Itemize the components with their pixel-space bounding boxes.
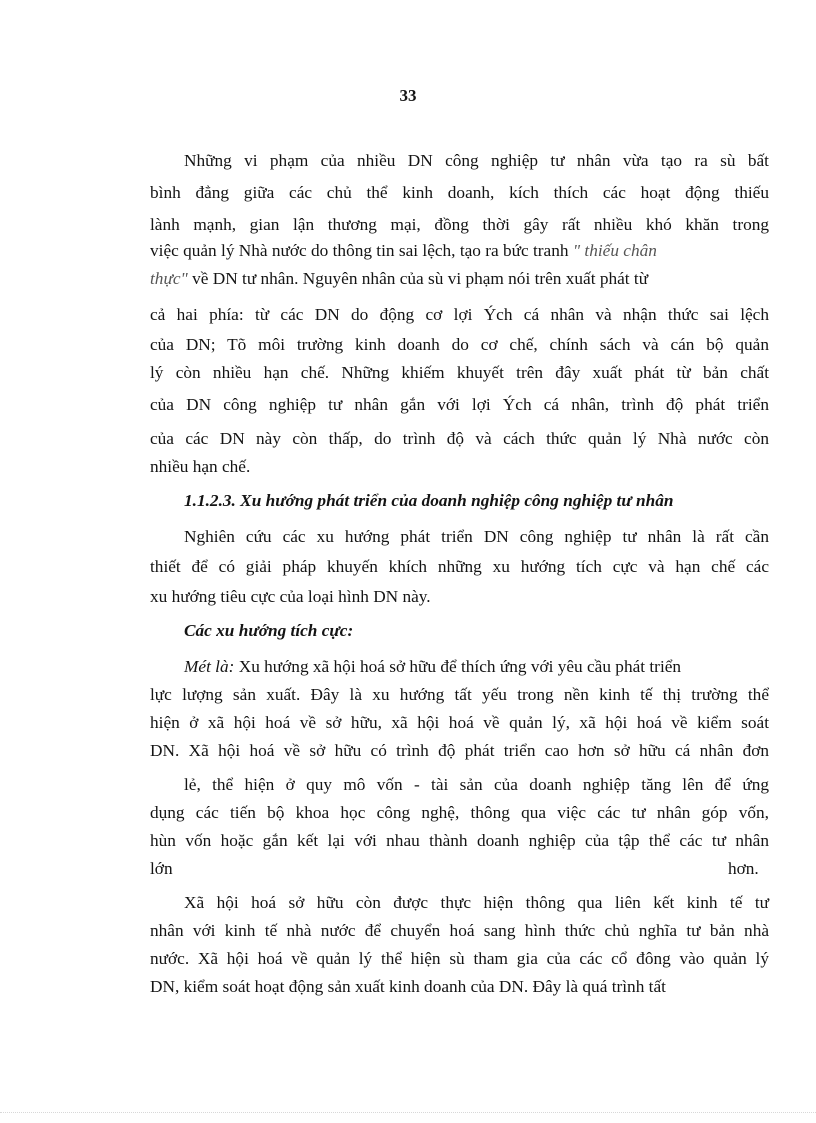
- text-line: Xã hội hoá sở hữu còn được thực hiện thông qua liên kết kinh tế tư: [184, 893, 769, 912]
- text-line: hiện ở xã hội hoá về sở hữu, xã hội hoá về quản lý, xã hội hoá về kiểm soát: [150, 713, 769, 732]
- text-line: lẻ, thể hiện ở quy mô vốn - tài sản của doanh nghiệp tăng lên để ứng: [184, 775, 769, 794]
- text-line: của DN công nghiệp tư nhân gắn với lợi Ých cá nhân, trình độ phát triển: [150, 395, 769, 414]
- section-heading: 1.1.2.3. Xu hướng phát triển của doanh nghiệp công nghiệp tư nhân: [184, 491, 674, 510]
- enumeration-label: Mét là:: [184, 657, 235, 676]
- text-line: dụng các tiến bộ khoa học công nghệ, thông qua việc các tư nhân góp vốn,: [150, 803, 769, 822]
- text-line: bình đẳng giữa các chủ thể kinh doanh, kích thích các hoạt động thiếu: [150, 183, 769, 202]
- text-line: việc quản lý Nhà nước do thông tin sai lệch, tạo ra bức tranh " thiếu chân: [150, 241, 657, 260]
- text-line: xu hướng tiêu cực của loại hình DN này.: [150, 587, 431, 606]
- text-line: cả hai phía: từ các DN do động cơ lợi Ých cá nhân và nhận thức sai lệch: [150, 305, 769, 324]
- text-line: nhiều hạn chế.: [150, 457, 251, 476]
- text-line: DN, kiểm soát hoạt động sản xuất kinh doanh của DN. Đây là quá trình tất: [150, 977, 666, 996]
- page-number: 33: [399, 86, 417, 105]
- text-line: hùn vốn hoặc gắn kết lại với nhau thành doanh nghiệp của tập thể các tư nhân: [150, 831, 769, 850]
- text-line: nhân với kinh tế nhà nước để chuyển hoá sang hình thức chủ nghĩa tư bản nhà: [150, 921, 769, 940]
- text-line: của DN; Tõ môi trường kinh doanh do cơ chế, chính sách và cán bộ quản: [150, 335, 769, 354]
- page-bottom-border: [0, 1112, 816, 1113]
- text-line: hơn.: [728, 859, 759, 878]
- text-line: lực lượng sản xuất. Đây là xu hướng tất yếu trong nền kinh tế thị trường thể: [150, 685, 769, 704]
- text-line: lớn: [150, 859, 173, 878]
- text-line: lý còn nhiều hạn chế. Những khiếm khuyết trên đây xuất phát từ bản chất: [150, 363, 769, 382]
- text-line: lành mạnh, gian lận thương mại, đồng thời gây rất nhiều khó khăn trong: [150, 215, 769, 234]
- text-line: thực" về DN tư nhân. Nguyên nhân của sù vi phạm nói trên xuất phát từ: [150, 269, 649, 288]
- text-line: Những vi phạm của nhiều DN công nghiệp tư nhân vừa tạo ra sù bất: [184, 151, 769, 170]
- text-line: nước. Xã hội hoá về quản lý thể hiện sù tham gia của các cổ đông vào quản lý: [150, 949, 769, 968]
- text-line: thiết để có giải pháp khuyến khích những xu hướng tích cực và hạn chế các: [150, 557, 769, 576]
- text-line: Mét là: Xu hướng xã hội hoá sở hữu để thích ứng với yêu cầu phát triển: [184, 657, 682, 676]
- quoted-phrase: " thiếu chân: [572, 241, 657, 260]
- text-line: DN. Xã hội hoá về sở hữu có trình độ phát triển cao hơn sở hữu cá nhân đơn: [150, 741, 769, 760]
- text-line: Nghiên cứu các xu hướng phát triển DN công nghiệp tư nhân là rất cần: [184, 527, 769, 546]
- subheading: Các xu hướng tích cực:: [184, 621, 354, 640]
- quoted-phrase: thực": [150, 269, 188, 288]
- text-line: của các DN này còn thấp, do trình độ và cách thức quản lý Nhà nước còn: [150, 429, 769, 448]
